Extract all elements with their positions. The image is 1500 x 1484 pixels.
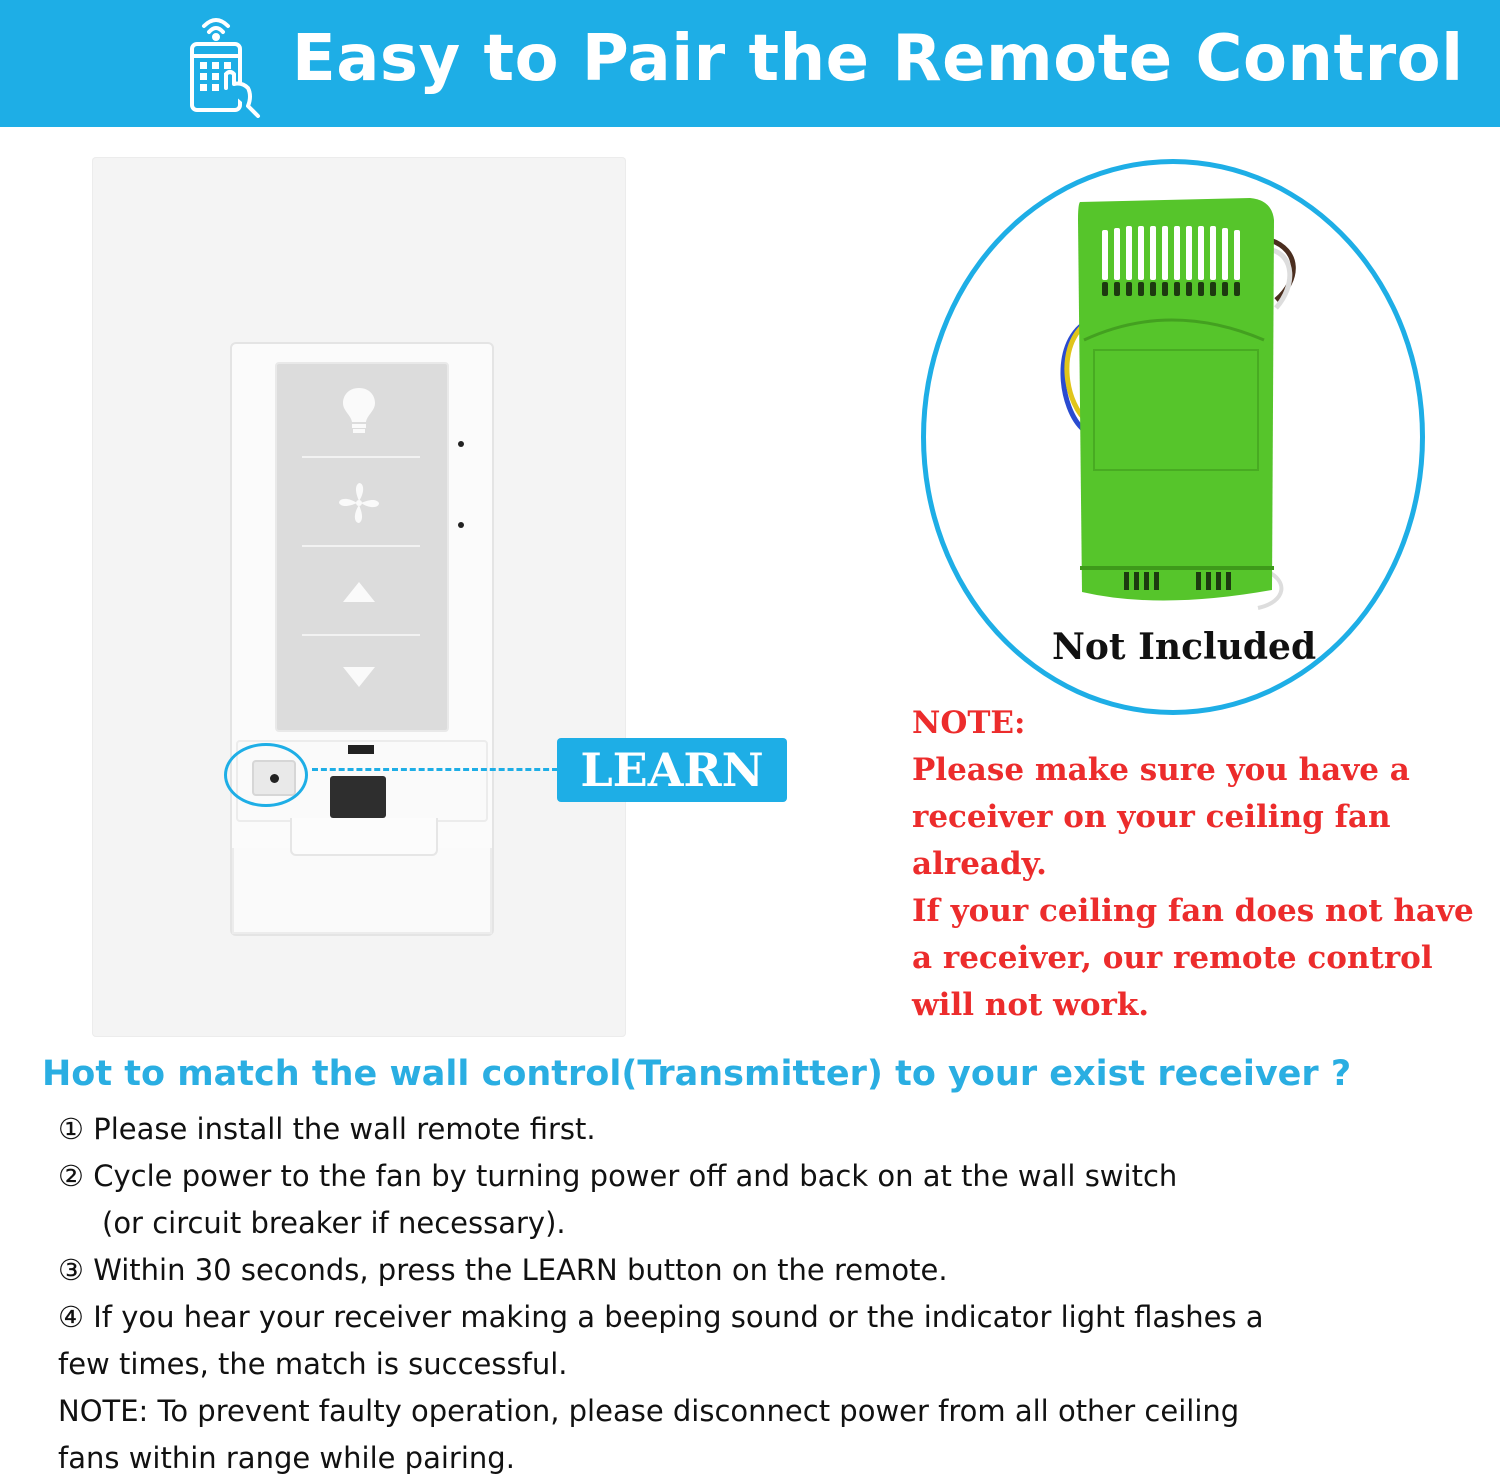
pairing-note: NOTE: To prevent faulty operation, please disconnect power from all other ceiling [58, 1394, 1240, 1428]
step-4: ④ If you hear your receiver making a beeping sound or the indicator light flashes a [58, 1300, 1264, 1334]
step-3: ③ Within 30 seconds, press the LEARN button on the remote. [58, 1253, 948, 1287]
note-line: receiver on your ceiling fan [912, 799, 1391, 835]
step-4-continued: few times, the match is successful. [58, 1347, 568, 1381]
instruction-steps [58, 1106, 1478, 1482]
arrow-down-icon[interactable] [341, 665, 377, 689]
note-line: will not work. [912, 987, 1150, 1023]
fan-icon[interactable] [336, 480, 382, 526]
key-divider [302, 456, 420, 458]
note-line: If your ceiling fan does not have [912, 893, 1474, 929]
slider-notch [348, 745, 374, 754]
key-divider [302, 634, 420, 636]
receiver-module-illustration [1050, 190, 1310, 610]
switch-bottom-housing [232, 848, 492, 934]
receiver-note [912, 700, 1492, 1029]
switch-tab [290, 818, 438, 856]
remote-tap-icon [182, 10, 268, 118]
note-line: already. [912, 846, 1047, 882]
indicator-led [458, 522, 464, 528]
step-1: ① Please install the wall remote first. [58, 1112, 596, 1146]
instructions-heading: Hot to match the wall control(Transmitter) to your exist receiver ? [42, 1054, 1352, 1094]
pairing-note-continued: fans within range while pairing. [58, 1441, 515, 1475]
header-banner [0, 0, 1500, 127]
key-divider [302, 545, 420, 547]
note-heading: NOTE: [912, 705, 1026, 741]
note-line: Please make sure you have a [912, 752, 1410, 788]
learn-callout-label: LEARN [557, 738, 787, 802]
not-included-caption: Not Included [1052, 626, 1317, 668]
page-title: Easy to Pair the Remote Control [292, 22, 1464, 96]
step-2: ② Cycle power to the fan by turning power off and back on at the wall switch [58, 1159, 1178, 1193]
learn-callout-line [312, 768, 558, 771]
note-line: a receiver, our remote control [912, 940, 1433, 976]
arrow-up-icon[interactable] [341, 580, 377, 604]
step-2-continued: (or circuit breaker if necessary). [102, 1206, 566, 1240]
indicator-led [458, 441, 464, 447]
learn-highlight-ring [224, 743, 308, 807]
air-gap-switch[interactable] [330, 776, 386, 818]
light-bulb-icon[interactable] [340, 386, 378, 436]
